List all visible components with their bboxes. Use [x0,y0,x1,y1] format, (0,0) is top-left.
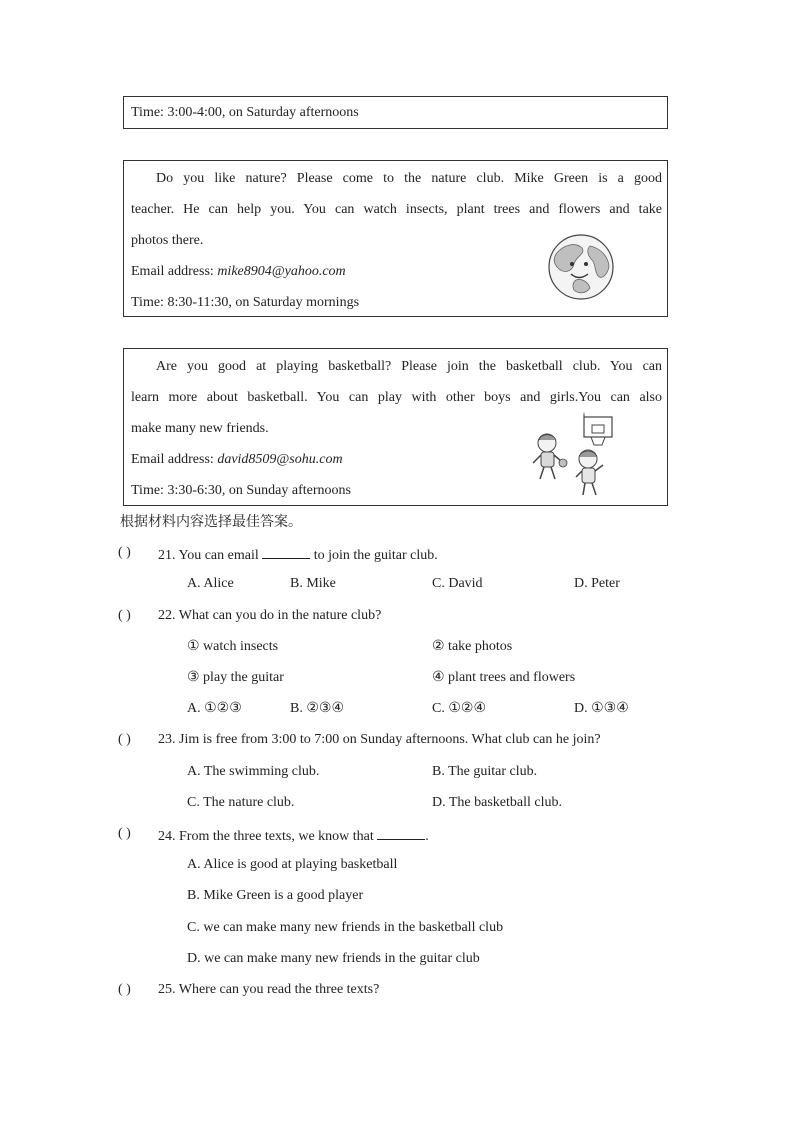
q22-item-3: ③ play the guitar [187,670,284,685]
basketball-time: Time: 3:30-6:30, on Sunday afternoons [131,483,351,498]
q24-option-d[interactable]: D. we can make many new friends in the guitar club [187,951,480,966]
guitar-time: Time: 3:00-4:00, on Saturday afternoons [131,105,359,120]
q25-stem: 25. Where can you read the three texts? [158,982,380,997]
nature-club-box [123,160,668,317]
q21-number: 21. [158,548,176,563]
q22-option-a[interactable]: A. ①②③ [187,701,242,716]
globe-icon [546,234,616,300]
q21-option-a[interactable]: A. Alice [187,576,234,591]
q24-option-c[interactable]: C. we can make many new friends in the basketball club [187,920,504,935]
basketball-email-row [131,451,343,469]
q23-stem: 23. Jim is free from 3:00 to 7:00 on Sunday afternoons. What club can he join? [158,732,601,747]
q21-blank [262,544,310,559]
q23-answer-paren[interactable]: ( ) [118,732,131,747]
q22-item-1: ① watch insects [187,639,279,654]
nature-email-label: Email address: [131,264,214,279]
q24-number: 24. [158,829,176,844]
basketball-club-box [123,348,668,506]
q24-answer-paren[interactable]: ( ) [118,826,131,841]
q23-option-a[interactable]: A. The swimming club. [187,764,320,779]
q22-item-4: ④ plant trees and flowers [432,670,576,685]
q25-number: 25. [158,982,176,997]
q24-stem: 24. From the three texts, we know that . [158,825,429,846]
nature-email-row [131,263,346,281]
q21-stem: 21. You can email to join the guitar club. [158,544,438,565]
q23-option-b[interactable]: B. The guitar club. [432,764,538,779]
q22-item-2: ② take photos [432,639,513,654]
q22-option-c[interactable]: C. ①②④ [432,701,486,716]
basketball-email-link[interactable]: david8509@sohu.com [217,452,343,467]
nature-line-1: Do you like nature? Please come to the nature club. Mike Green is a good [156,171,662,186]
basketball-line-2: learn more about basketball. You can play with other boys and girls.You can also [131,390,662,405]
q22-option-d[interactable]: D. ①③④ [574,701,629,716]
nature-email-link[interactable]: mike8904@yahoo.com [217,264,346,279]
nature-line-3: photos there. [131,233,204,248]
q24-option-b[interactable]: B. Mike Green is a good player [187,888,364,903]
basketball-email-label: Email address: [131,452,214,467]
basketball-kids-icon [529,413,619,503]
instruction: 根据材料内容选择最佳答案。 [120,514,302,530]
q22-number: 22. [158,608,176,623]
guitar-club-box [123,96,668,129]
q24-blank [377,825,425,840]
q22-answer-paren[interactable]: ( ) [118,608,131,623]
basketball-line-3: make many new friends. [131,421,269,436]
basketball-line-1: Are you good at playing basketball? Please join the basketball club. You can [156,359,662,374]
q22-stem: 22. What can you do in the nature club? [158,608,382,623]
q23-option-d[interactable]: D. The basketball club. [432,795,562,810]
q23-option-c[interactable]: C. The nature club. [187,795,295,810]
q21-answer-paren[interactable]: ( ) [118,545,131,560]
q23-number: 23. [158,732,176,747]
q25-answer-paren[interactable]: ( ) [118,982,131,997]
nature-time: Time: 8:30-11:30, on Saturday mornings [131,295,360,310]
q21-option-b[interactable]: B. Mike [290,576,336,591]
q21-option-c[interactable]: C. David [432,576,483,591]
q22-option-b[interactable]: B. ②③④ [290,701,344,716]
q21-option-d[interactable]: D. Peter [574,576,620,591]
nature-line-2: teacher. He can help you. You can watch insects, plant trees and flowers and take [131,202,662,217]
q24-option-a[interactable]: A. Alice is good at playing basketball [187,857,398,872]
